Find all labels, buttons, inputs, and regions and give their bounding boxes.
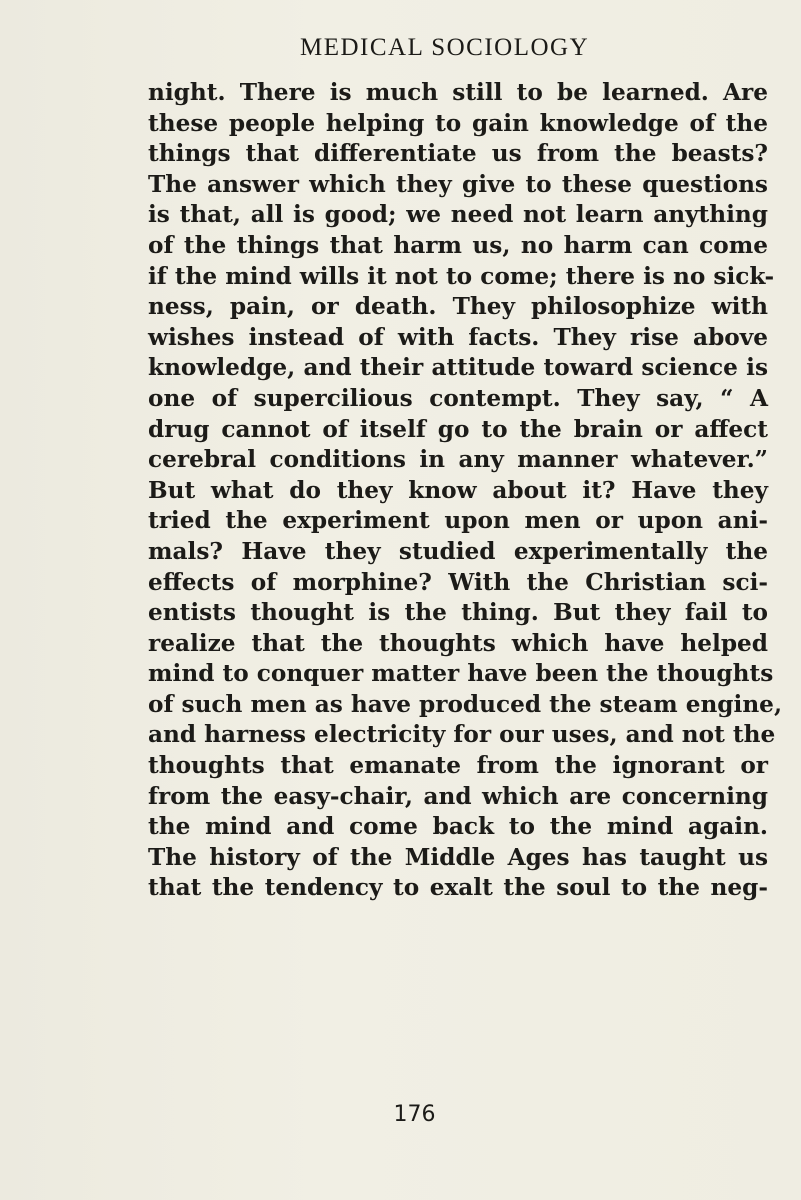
text-line: The answer which they give to these questions <box>148 170 768 198</box>
text-line: if the mind wills it not to come; there is no sick- <box>148 262 775 290</box>
text-line: cerebral conditions in any manner whatever.” <box>148 446 768 474</box>
text-line: tried the experiment upon men or upon ani- <box>148 507 768 535</box>
text-line: night. There is much still to be learned. Are <box>148 79 768 106</box>
text-line: ness, pain, or death. They philosophize with <box>148 293 768 321</box>
page-number: 176 <box>393 1102 436 1127</box>
running-head: MEDICAL SOCIOLOGY <box>300 34 590 61</box>
text-line: one of supercilious contempt. They say, “ A <box>148 384 768 412</box>
text-line: of such men as have produced the steam engine, <box>148 690 783 718</box>
text-line: But what do they know about it? Have they <box>148 476 768 504</box>
text-line: mind to conquer matter have been the thoughts <box>148 660 774 688</box>
text-line: realize that the thoughts which have helped <box>148 629 768 657</box>
text-line: entists thought is the thing. But they fail to <box>148 599 768 627</box>
text-line: mals? Have they studied experimentally the <box>148 537 768 565</box>
text-line: knowledge, and their attitude toward science is <box>148 354 768 382</box>
text-line: from the easy-chair, and which are concerning <box>148 782 768 810</box>
text-line: thoughts that emanate from the ignorant or <box>148 752 768 780</box>
body-text <box>148 78 783 904</box>
text-line: things that differentiate us from the beasts? <box>148 140 768 168</box>
text-line: the mind and come back to the mind again. <box>148 813 768 841</box>
text-line: The history of the Middle Ages has taught us <box>148 843 768 871</box>
text-line: that the tendency to exalt the soul to the neg- <box>148 874 768 902</box>
text-line: effects of morphine? With the Christian sci- <box>148 568 768 596</box>
text-line: is that, all is good; we need not learn anything <box>148 201 768 229</box>
text-line: and harness electricity for our uses, and not the <box>148 721 776 749</box>
text-line: of the things that harm us, no harm can come <box>148 231 768 259</box>
text-line: wishes instead of with facts. They rise above <box>148 323 768 351</box>
text-line: these people helping to gain knowledge of the <box>148 109 768 137</box>
text-line: drug cannot of itself go to the brain or affect <box>148 415 768 443</box>
